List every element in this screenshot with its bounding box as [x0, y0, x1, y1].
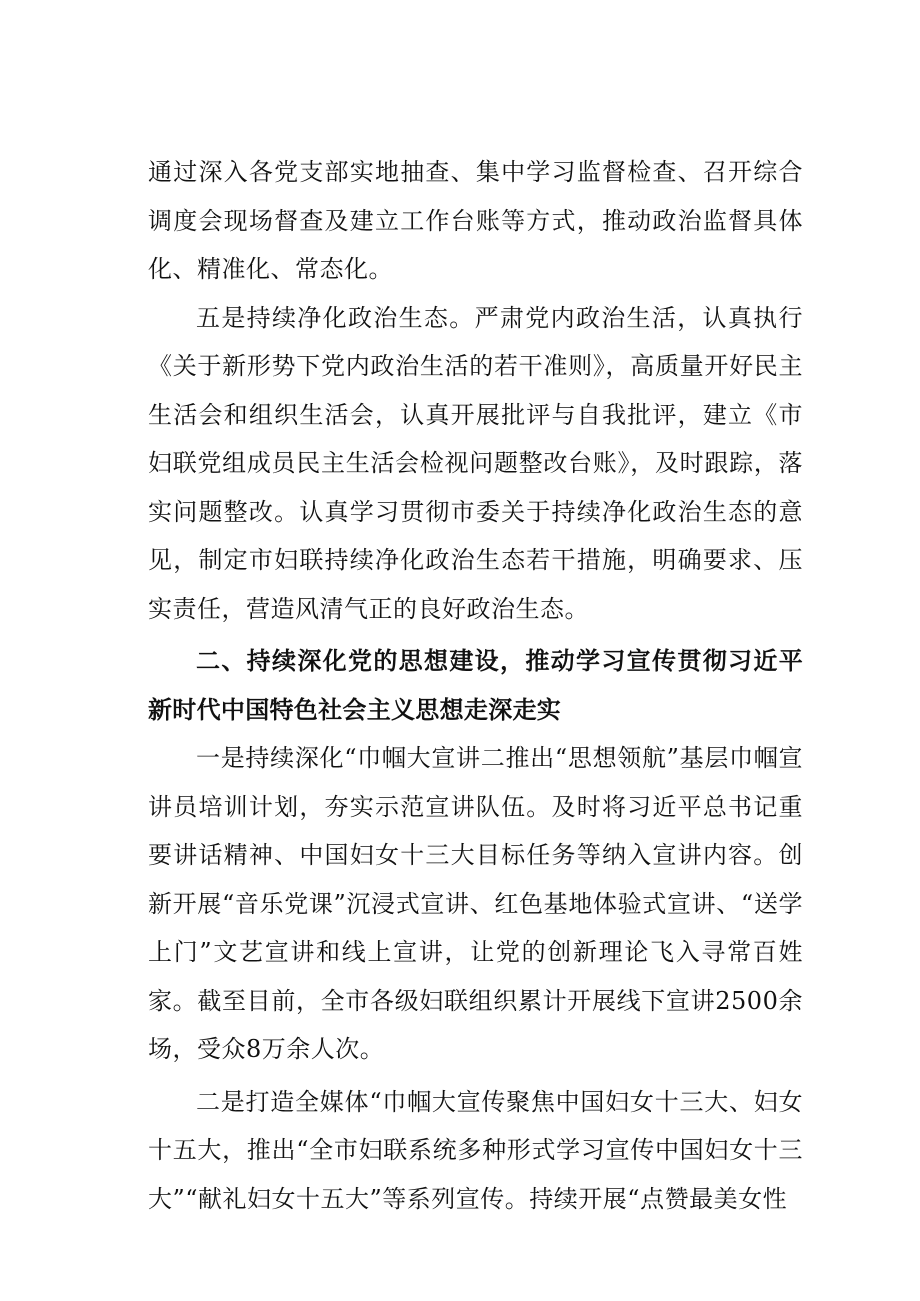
- section-heading-2: 二、持续深化党的思想建设，推动学习宣传贯彻习近平新时代中国特色社会主义思想走深走实: [148, 647, 803, 724]
- paragraph-lecture-program: 一是持续深化“巾帼大宣讲二推出“思想领航”基层巾帼宣讲员培训计划，夯实示范宣讲队伍。及时将习近平总书记重要讲话精神、中国妇女十三大目标任务等纳入宣讲内容。创新开展“音乐党课”沉浸式宣讲、红色基地体验式宣讲、“送学上门”文艺宣讲和线上宣讲，让党的创新理论飞入寻常百姓家。截至目前，全市各级妇联组织累计开展线下宣讲2500余场，受众8万余人次。: [148, 744, 803, 1063]
- paragraph-political-ecology: 五是持续净化政治生态。严肃党内政治生活，认真执行《关于新形势下党内政治生活的若干准则》，高质量开好民主生活会和组织生活会，认真开展批评与自我批评，建立《市妇联党组成员民主生活会检视问题整改台账》，及时跟踪，落实问题整改。认真学习贯彻市委关于持续净化政治生态的意见，制定市妇联持续净化政治生态若干措施，明确要求、压实责任，营造风清气正的良好政治生态。: [148, 303, 803, 623]
- paragraph-media-campaign: 二是打造全媒体“巾帼大宣传聚焦中国妇女十三大、妇女十五大，推出“全市妇联系统多种形式学习宣传中国妇女十三大”“献礼妇女十五大”等系列宣传。持续开展“点赞最美女性: [148, 1087, 803, 1213]
- document-body: [148, 148, 803, 1223]
- paragraph-continuation: 通过深入各党支部实地抽查、集中学习监督检查、召开综合调度会现场督查及建立工作台账等方式，推动政治监督具体化、精准化、常态化。: [148, 158, 803, 283]
